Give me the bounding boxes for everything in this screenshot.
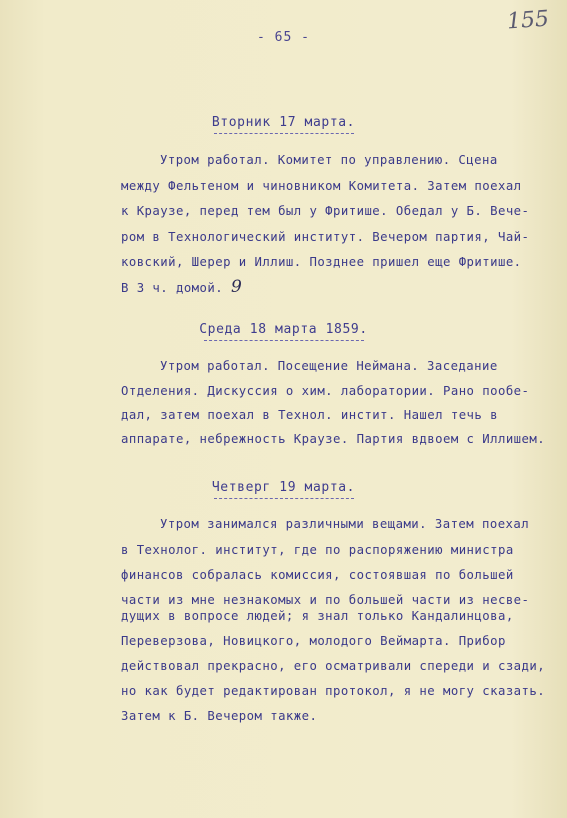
text-line: Утром занимался различными вещами. Затем поехал	[160, 517, 530, 531]
text-line: к Краузе, перед тем был у Фритише. Обедал у Б. Вече-	[121, 204, 530, 218]
text-line: финансов собралась комиссия, состоявшая по большей	[121, 568, 514, 582]
text-line: Затем к Б. Вечером также.	[121, 709, 318, 723]
heading-text: Среда 18 марта 1859.	[199, 322, 368, 337]
heading-text: Четверг 19 марта.	[211, 480, 356, 495]
page-number: - 65 -	[257, 30, 310, 45]
text-line: Отделения. Дискуссия о хим. лаборатории. Рано пообе-	[121, 384, 530, 398]
text-line: но как будет редактирован протокол, я не могу сказать.	[121, 684, 546, 698]
text-line: дущих в вопросе людей; я знал только Кандалинцова,	[121, 609, 514, 623]
text-line: ром в Технологический институт. Вечером партия, Чай-	[121, 230, 530, 244]
heading-underline	[204, 338, 364, 341]
folio-number: 155	[506, 6, 550, 35]
text-line: части из мне незнакомых и по большей части из несве-	[121, 593, 530, 607]
text-line: ковский, Шерер и Иллиш. Позднее пришел еще Фритише.	[121, 255, 522, 269]
heading-underline	[214, 496, 354, 499]
text-line: аппарате, небрежность Краузе. Партия вдвоем с Иллишем.	[121, 432, 546, 446]
text-line: действовал прекрасно, его осматривали спереди и сзади,	[121, 659, 546, 673]
section-heading-thursday	[0, 480, 567, 499]
text-line: дал, затем поехал в Технол. инстит. Нашел течь в	[121, 408, 498, 422]
text-line: в Технолог. институт, где по распоряжению министра	[121, 543, 514, 557]
text-line: между Фельтеном и чиновником Комитета. Затем поехал	[121, 179, 522, 193]
heading-text: Вторник 17 марта.	[211, 115, 356, 130]
handwritten-mark: 9	[230, 277, 243, 297]
section-heading-wednesday	[0, 322, 567, 341]
heading-underline	[214, 131, 354, 134]
text-line: Утром работал. Посещение Неймана. Заседание	[160, 359, 498, 373]
section-heading-tuesday	[0, 115, 567, 134]
text-line: Переверзова, Новицкого, молодого Веймарта. Прибор	[121, 634, 506, 648]
text-line-content: В 3 ч. домой.	[121, 281, 224, 295]
text-line: Утром работал. Комитет по управлению. Сцена	[160, 153, 498, 167]
text-line	[121, 279, 242, 296]
